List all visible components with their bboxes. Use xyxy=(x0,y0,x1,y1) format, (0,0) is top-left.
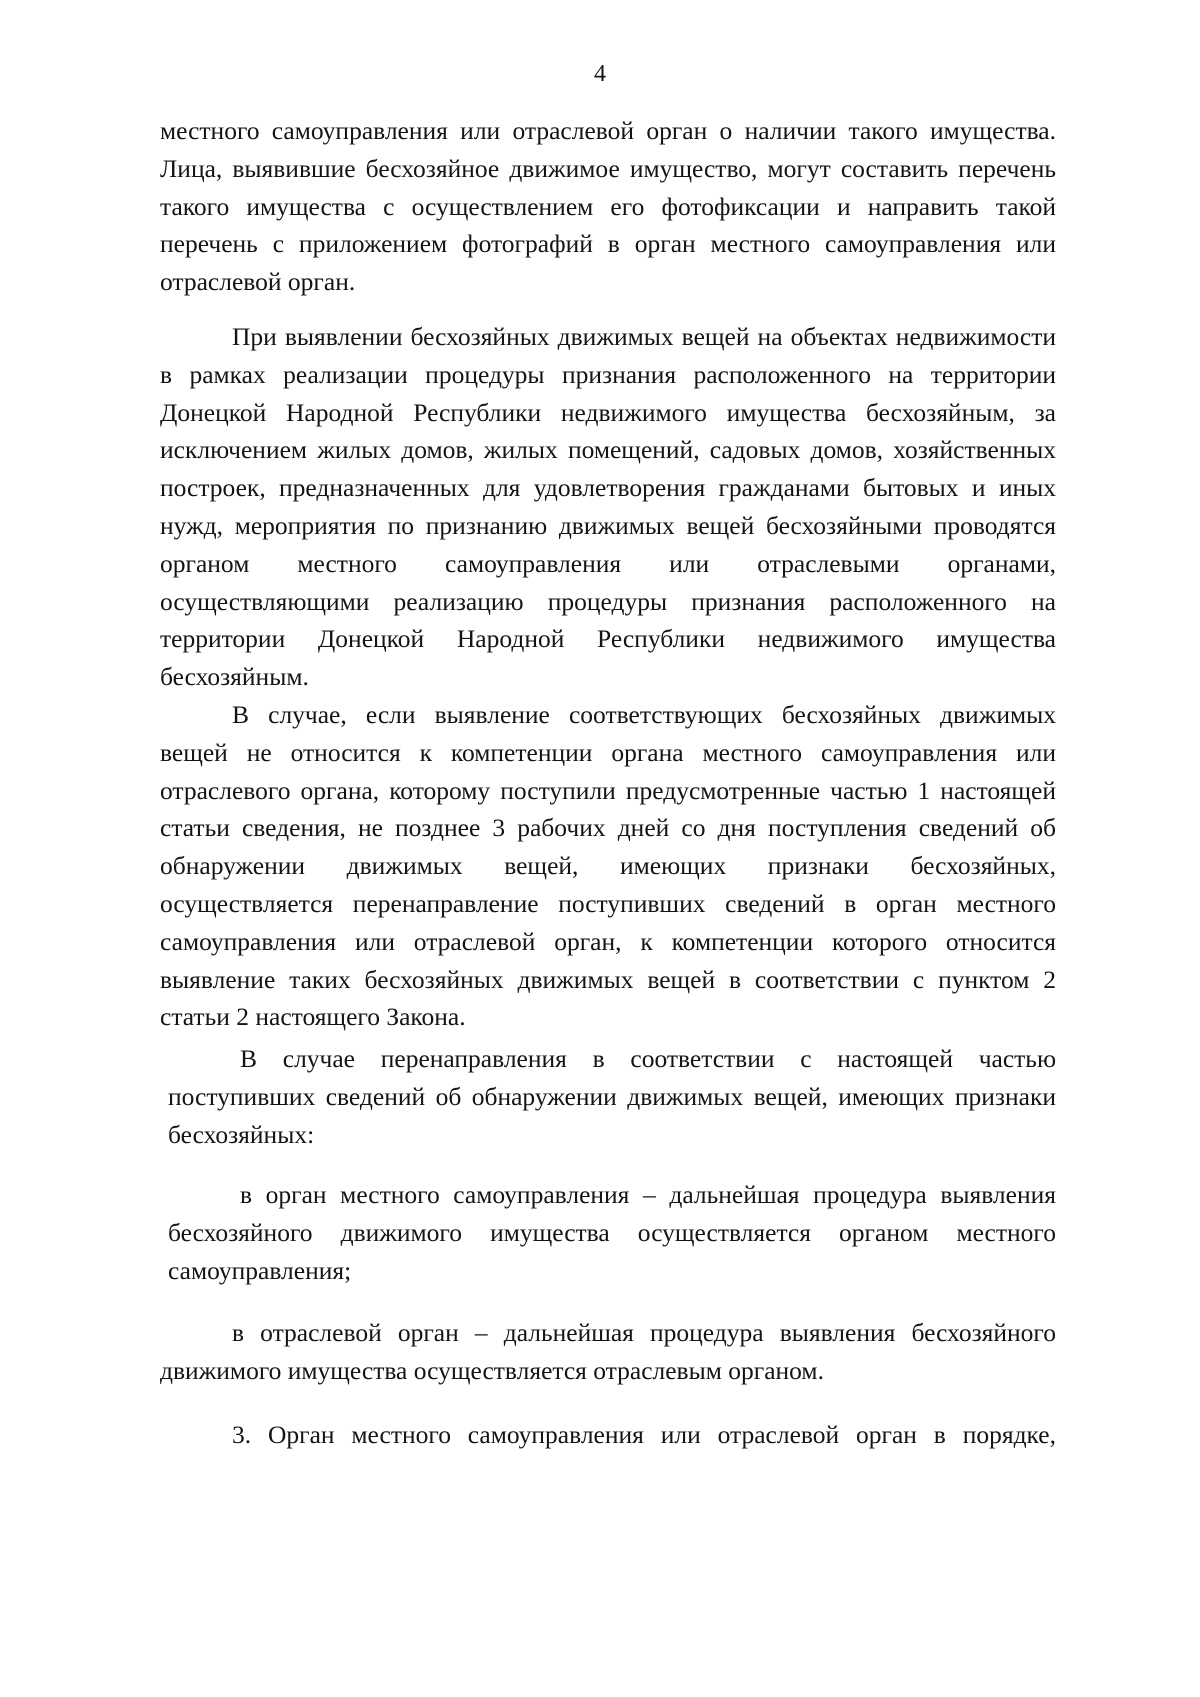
text-line: в орган местного самоуправления – дальнейшая процедура выявления xyxy=(240,1180,1056,1209)
text-line: Донецкой Народной Республики недвижимого имущества бесхозяйным, за xyxy=(160,397,1056,427)
text-line: перечень с приложением фотографий в орган местного самоуправления или xyxy=(160,229,1056,259)
text-line: статьи сведения, не позднее 3 рабочих дней со дня поступления сведений об xyxy=(160,813,1056,843)
paragraph-4 xyxy=(168,1040,1056,1153)
text-line: в рамках реализации процедуры признания расположенного на территории xyxy=(160,359,1056,389)
text-line: в отраслевой орган – дальнейшая процедура выявления бесхозяйного xyxy=(232,1318,1056,1347)
paragraph-2 xyxy=(160,318,1056,696)
text-line: В случае, если выявление соответствующих бесхозяйных движимых xyxy=(232,700,1056,729)
text-line: движимого имущества осуществляется отраслевым органом. xyxy=(160,1355,824,1385)
text-line: бесхозяйных: xyxy=(168,1119,315,1149)
text-line: выявление таких бесхозяйных движимых вещей в соответствии с пунктом 2 xyxy=(160,964,1056,994)
text-line: отраслевого органа, которому поступили предусмотренные частью 1 настоящей xyxy=(160,775,1056,805)
text-line: органом местного самоуправления или отраслевыми органами, xyxy=(160,548,1056,578)
text-line: построек, предназначенных для удовлетворения гражданами бытовых и иных xyxy=(160,473,1056,503)
text-line: статьи 2 настоящего Закона. xyxy=(160,1002,466,1032)
text-line: самоуправления; xyxy=(168,1255,352,1285)
text-line: Лица, выявившие бесхозяйное движимое имущество, могут составить перечень xyxy=(160,153,1056,183)
text-line: бесхозяйным. xyxy=(160,662,309,692)
text-line: нужд, мероприятия по признанию движимых вещей бесхозяйными проводятся xyxy=(160,510,1056,540)
text-line: исключением жилых домов, жилых помещений, садовых домов, хозяйственных xyxy=(160,435,1056,465)
text-line: При выявлении бесхозяйных движимых вещей на объектах недвижимости xyxy=(232,322,1056,351)
text-line: бесхозяйного движимого имущества осуществляется органом местного xyxy=(168,1217,1056,1247)
paragraph-1 xyxy=(160,112,1056,301)
text-line: осуществляющими реализацию процедуры признания расположенного на xyxy=(160,586,1056,616)
text-line: отраслевой орган. xyxy=(160,267,356,297)
text-line: местного самоуправления или отраслевой орган о наличии такого имущества. xyxy=(160,116,1056,145)
paragraph-5 xyxy=(168,1176,1056,1289)
text-line: самоуправления или отраслевой орган, к компетенции которого относится xyxy=(160,926,1056,956)
paragraph-7 xyxy=(160,1416,1056,1454)
text-line: поступивших сведений об обнаружении движимых вещей, имеющих признаки xyxy=(168,1081,1056,1111)
paragraph-6 xyxy=(160,1314,1056,1390)
paragraph-3 xyxy=(160,696,1056,1036)
page-number: 4 xyxy=(594,61,606,87)
text-line: вещей не относится к компетенции органа местного самоуправления или xyxy=(160,737,1056,767)
text-line: обнаружении движимых вещей, имеющих признаки бесхозяйных, xyxy=(160,851,1056,881)
text-line: В случае перенаправления в соответствии с настоящей частью xyxy=(240,1044,1056,1073)
text-line: 3. Орган местного самоуправления или отраслевой орган в порядке, xyxy=(232,1420,1056,1449)
text-line: территории Донецкой Народной Республики недвижимого имущества xyxy=(160,624,1056,654)
text-line: осуществляется перенаправление поступивших сведений в орган местного xyxy=(160,888,1056,918)
text-line: такого имущества с осуществлением его фотофиксации и направить такой xyxy=(160,191,1056,221)
